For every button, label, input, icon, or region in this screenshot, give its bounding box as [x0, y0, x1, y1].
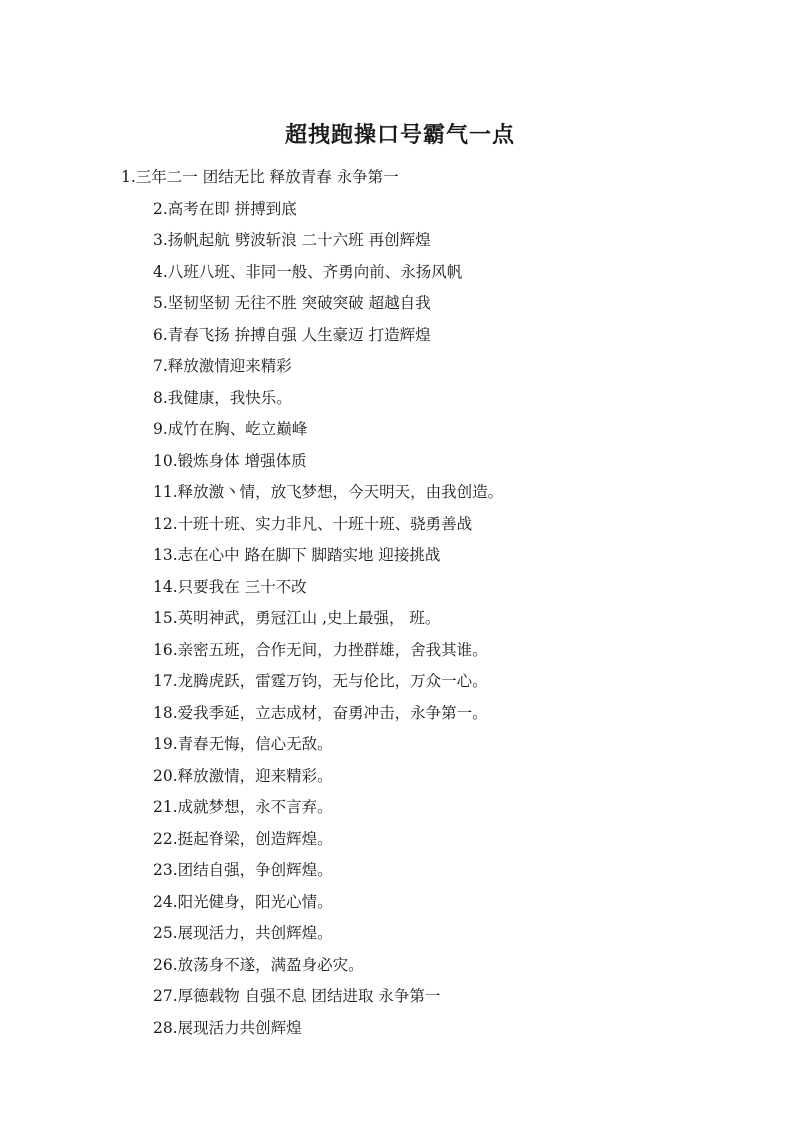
list-item: 28.展现活力共创辉煌 [153, 1018, 302, 1037]
list-item: 14.只要我在 三十不改 [153, 577, 307, 596]
list-item: 23.团结自强，争创辉煌。 [153, 861, 333, 879]
list-item: 25.展现活力，共创辉煌。 [153, 924, 333, 942]
list-item: 9.成竹在胸、屹立巅峰 [153, 420, 308, 438]
list-item: 12.十班十班、实力非凡、十班十班、骁勇善战 [153, 514, 473, 533]
list-item: 22.挺起脊梁，创造辉煌。 [153, 829, 333, 848]
list-item: 10.锻炼身体 增强体质 [153, 451, 307, 470]
document-title: 超拽跑操口号霸气一点 [284, 123, 515, 148]
list-item: 24.阳光健身，阳光心情。 [153, 892, 333, 911]
list-item: 3.扬帆起航 劈波斩浪 二十六班 再创辉煌 [153, 231, 431, 249]
list-item: 21.成就梦想，永不言弃。 [153, 798, 333, 816]
list-item: 4.八班八班、非同一般、齐勇向前、永扬风帆 [153, 262, 463, 281]
list-item: 8.我健康，我快乐。 [153, 388, 292, 407]
list-item: 1.三年二一 团结无比 释放青春 永争第一 [121, 168, 399, 186]
list-item: 11.释放激丶情，放飞梦想，今天明天，由我创造。 [153, 483, 504, 501]
list-item: 13.志在心中 路在脚下 脚踏实地 迎接挑战 [153, 546, 441, 564]
list-item: 2.高考在即 拼搏到底 [153, 199, 297, 218]
list-item: 27.厚德载物 自强不息 团结进取 永争第一 [153, 987, 441, 1005]
list-item: 7.释放激情迎来精彩 [153, 357, 292, 375]
list-item: 5.坚韧坚韧 无往不胜 突破突破 超越自我 [153, 294, 431, 312]
list-item: 20.释放激情，迎来精彩。 [153, 766, 333, 785]
list-item: 15.英明神武，勇冠江山 ,史上最强， 班。 [153, 609, 441, 627]
list-item: 26.放荡身不遂，满盈身必灾。 [153, 955, 364, 974]
list-item: 16.亲密五班，合作无间，力挫群雄，舍我其谁。 [153, 640, 488, 659]
list-item: 18.爱我季延，立志成材，奋勇冲击，永争第一。 [153, 703, 488, 722]
list-item: 17.龙腾虎跃，雷霆万钧，无与伦比，万众一心。 [153, 672, 488, 690]
slogan-list [0, 162, 800, 1044]
list-item: 19.青春无悔，信心无敌。 [153, 735, 333, 753]
list-item: 6.青春飞扬 拚搏自强 人生豪迈 打造辉煌 [153, 325, 431, 344]
